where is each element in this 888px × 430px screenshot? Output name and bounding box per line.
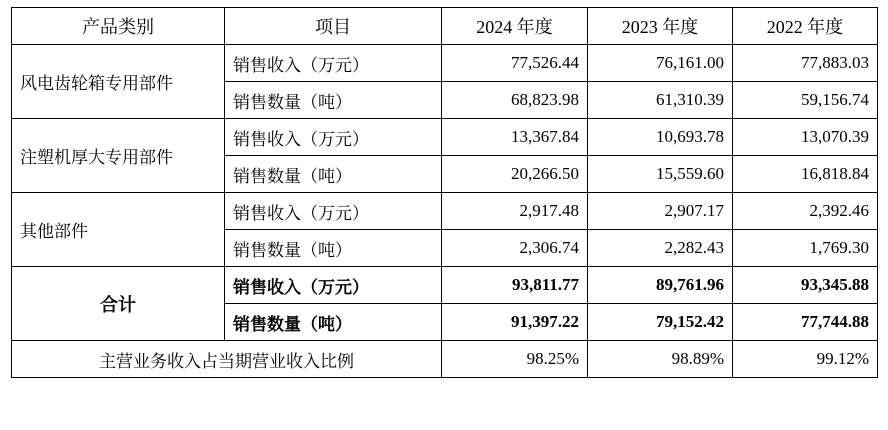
value-2023: 15,559.60 bbox=[588, 156, 733, 193]
value-2024: 2,306.74 bbox=[442, 230, 588, 267]
value-2024: 2,917.48 bbox=[442, 193, 588, 230]
value-2023: 2,907.17 bbox=[588, 193, 733, 230]
item-cell: 销售收入（万元） bbox=[225, 119, 442, 156]
value-2024: 13,367.84 bbox=[442, 119, 588, 156]
value-2023: 61,310.39 bbox=[588, 82, 733, 119]
value-2022: 13,070.39 bbox=[733, 119, 878, 156]
item-cell: 销售数量（吨） bbox=[225, 82, 442, 119]
column-header-2022: 2022 年度 bbox=[733, 8, 878, 45]
column-header-2024: 2024 年度 bbox=[442, 8, 588, 45]
item-cell: 销售收入（万元） bbox=[225, 193, 442, 230]
table-row bbox=[12, 45, 878, 82]
item-cell: 销售数量（吨） bbox=[225, 230, 442, 267]
value-2022: 77,744.88 bbox=[733, 304, 878, 341]
value-2022: 16,818.84 bbox=[733, 156, 878, 193]
category-cell: 其他部件 bbox=[12, 193, 225, 267]
value-2024: 91,397.22 bbox=[442, 304, 588, 341]
value-2022: 77,883.03 bbox=[733, 45, 878, 82]
ratio-2023: 98.89% bbox=[588, 341, 733, 378]
value-2023: 2,282.43 bbox=[588, 230, 733, 267]
table-row bbox=[12, 193, 878, 230]
value-2023: 76,161.00 bbox=[588, 45, 733, 82]
value-2022: 93,345.88 bbox=[733, 267, 878, 304]
column-header-item: 项目 bbox=[225, 8, 442, 45]
item-cell: 销售数量（吨） bbox=[225, 304, 442, 341]
column-header-category: 产品类别 bbox=[12, 8, 225, 45]
table-row-total bbox=[12, 267, 878, 304]
value-2022: 1,769.30 bbox=[733, 230, 878, 267]
value-2023: 79,152.42 bbox=[588, 304, 733, 341]
item-cell: 销售收入（万元） bbox=[225, 267, 442, 304]
column-header-2023: 2023 年度 bbox=[588, 8, 733, 45]
item-cell: 销售数量（吨） bbox=[225, 156, 442, 193]
value-2022: 2,392.46 bbox=[733, 193, 878, 230]
table-header-row bbox=[12, 8, 878, 45]
category-cell-total: 合计 bbox=[12, 267, 225, 341]
document-page bbox=[0, 7, 888, 430]
item-cell: 销售收入（万元） bbox=[225, 45, 442, 82]
ratio-2024: 98.25% bbox=[442, 341, 588, 378]
table-row-ratio bbox=[12, 341, 878, 378]
value-2024: 20,266.50 bbox=[442, 156, 588, 193]
value-2023: 89,761.96 bbox=[588, 267, 733, 304]
value-2023: 10,693.78 bbox=[588, 119, 733, 156]
sales-summary-table bbox=[11, 7, 878, 378]
ratio-label: 主营业务收入占当期营业收入比例 bbox=[12, 341, 442, 378]
table-row bbox=[12, 119, 878, 156]
category-cell: 注塑机厚大专用部件 bbox=[12, 119, 225, 193]
value-2024: 93,811.77 bbox=[442, 267, 588, 304]
value-2024: 68,823.98 bbox=[442, 82, 588, 119]
category-cell: 风电齿轮箱专用部件 bbox=[12, 45, 225, 119]
value-2022: 59,156.74 bbox=[733, 82, 878, 119]
ratio-2022: 99.12% bbox=[733, 341, 878, 378]
value-2024: 77,526.44 bbox=[442, 45, 588, 82]
